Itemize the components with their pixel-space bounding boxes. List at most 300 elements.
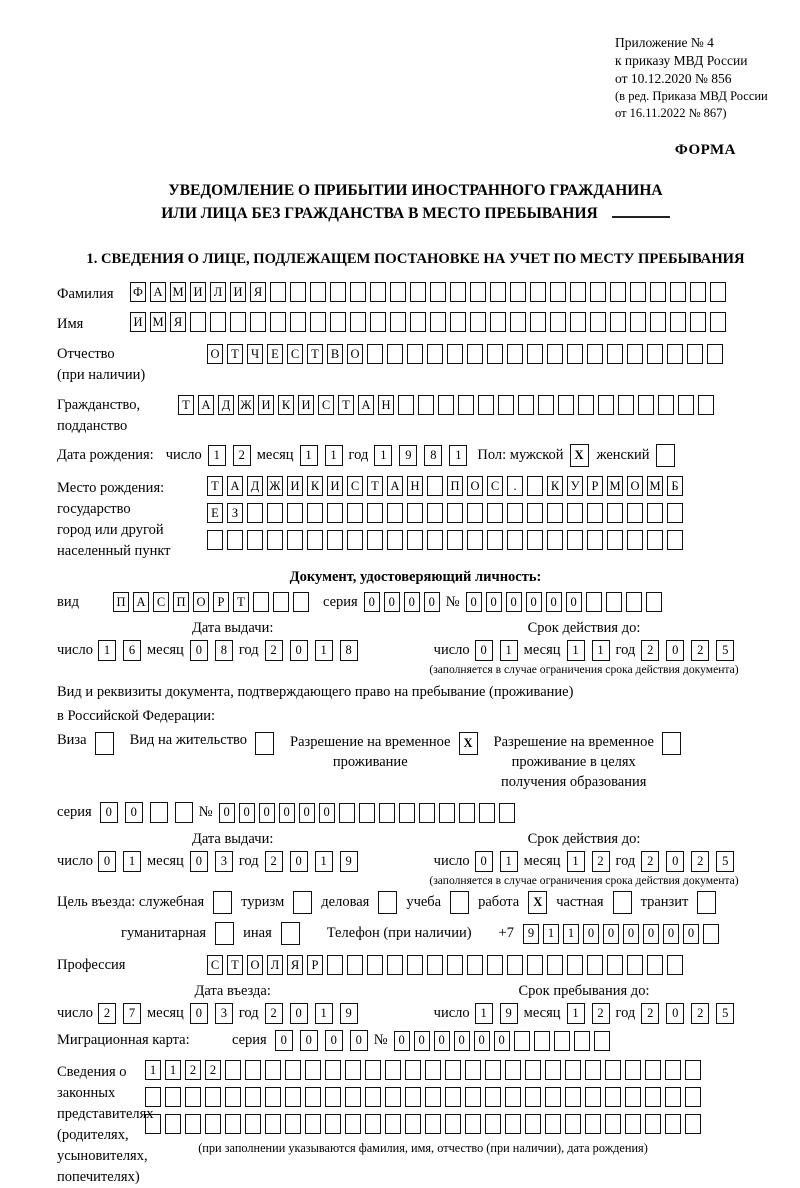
form-cell: 2: [592, 1003, 610, 1024]
issue-month-field[interactable]: [190, 851, 233, 872]
form-cell: [606, 592, 622, 612]
form-cell: И: [230, 282, 246, 302]
form-cell: 0: [486, 592, 502, 612]
form-cell: [667, 344, 683, 364]
phone-prefix: +7: [498, 925, 514, 941]
form-cell: [613, 891, 632, 914]
form-cell: [607, 955, 623, 975]
valid-date-note: (заполняется в случае ограничения срока действия документа): [429, 663, 739, 676]
form-cell: [527, 344, 543, 364]
month-label: месяц: [523, 642, 561, 658]
form-cell: [487, 344, 503, 364]
section1-heading: 1. СВЕДЕНИЯ О ЛИЦЕ, ПОДЛЕЖАЩЕМ ПОСТАНОВКЕ НА УЧЕТ ПО МЕСТУ ПРЕБЫВАНИЯ: [86, 251, 745, 267]
form-cell: [585, 1087, 601, 1107]
form-cell: [607, 344, 623, 364]
form-cell: [534, 1031, 550, 1051]
doc-type-field[interactable]: [113, 592, 309, 612]
residence-doc-dates: [57, 831, 774, 887]
form-cell: 0: [384, 592, 400, 612]
form-cell: 0: [603, 924, 619, 944]
form-cell: [425, 1114, 441, 1134]
form-cell: [567, 530, 583, 550]
form-cell: [658, 395, 674, 415]
form-cell: Е: [207, 503, 223, 523]
form-cell: 1: [315, 851, 333, 872]
form-cell: [578, 395, 594, 415]
form-cell: К: [547, 476, 563, 496]
form-cell: 2: [265, 1003, 283, 1024]
form-cell: [585, 1114, 601, 1134]
form-cell: [499, 803, 515, 823]
form-title: [57, 179, 774, 225]
form-cell: 2: [691, 851, 709, 872]
form-cell: [710, 282, 726, 302]
form-cell: 1: [500, 851, 518, 872]
purpose-option-label: гуманитарная: [121, 925, 207, 941]
form-cell: [225, 1060, 241, 1080]
form-cell: [687, 344, 703, 364]
form-cell: [430, 312, 446, 332]
residence-number-field[interactable]: [219, 803, 515, 823]
form-cell: [478, 395, 494, 415]
form-cell: 1: [449, 445, 467, 466]
doc-type-label: вид: [57, 593, 79, 610]
form-cell: [293, 592, 309, 612]
visa-label: Виза: [57, 732, 87, 748]
valid-day-field[interactable]: [475, 851, 518, 872]
form-cell: [498, 395, 514, 415]
form-cell: [470, 312, 486, 332]
purpose-work-checkbox[interactable]: [528, 891, 547, 914]
form-cell: 0: [683, 924, 699, 944]
title-blank-line: [612, 202, 670, 218]
form-cell: [479, 803, 495, 823]
form-cell: 0: [319, 803, 335, 823]
form-cell: 0: [98, 851, 116, 872]
temp-residence-edu-checkbox[interactable]: [662, 732, 681, 755]
form-cell: А: [133, 592, 149, 612]
stay-month-field[interactable]: [567, 1003, 610, 1024]
form-cell: Е: [267, 344, 283, 364]
doc-number-field[interactable]: [466, 592, 662, 612]
form-cell: [507, 344, 523, 364]
form-cell: 0: [300, 1030, 318, 1051]
form-cell: 1: [300, 445, 318, 466]
given-name-field[interactable]: [130, 312, 726, 332]
citizenship-field[interactable]: [178, 395, 714, 415]
form-cell: 9: [340, 1003, 358, 1024]
form-cell: [567, 344, 583, 364]
form-cell: 0: [566, 592, 582, 612]
form-cell: Б: [667, 476, 683, 496]
issue-date-heading: Дата выдачи:: [191, 620, 274, 636]
birth-place-line3[interactable]: [207, 530, 683, 550]
form-cell: 7: [123, 1003, 141, 1024]
form-cell: И: [327, 476, 343, 496]
form-cell: [485, 1060, 501, 1080]
form-cell: [367, 955, 383, 975]
form-cell: 2: [691, 640, 709, 661]
form-cell: Т: [307, 344, 323, 364]
form-cell: 2: [641, 1003, 659, 1024]
purpose-option-label: транзит: [640, 894, 689, 910]
form-cell: X: [570, 444, 589, 467]
valid-date-heading: Срок действия до:: [527, 831, 641, 847]
gender-male-checkbox[interactable]: [570, 444, 589, 467]
representatives-line2[interactable]: [145, 1087, 701, 1107]
form-cell: И: [130, 312, 146, 332]
form-cell: X: [528, 891, 547, 914]
form-cell: [707, 344, 723, 364]
purpose-official-checkbox[interactable]: [213, 891, 232, 914]
form-cell: [265, 1114, 281, 1134]
form-cell: [587, 955, 603, 975]
form-cell: С: [153, 592, 169, 612]
purpose-other-checkbox[interactable]: [281, 922, 300, 945]
form-cell: Т: [338, 395, 354, 415]
form-cell: [627, 530, 643, 550]
stay-day-field[interactable]: [475, 1003, 518, 1024]
birth-place-line2[interactable]: [207, 503, 683, 523]
number-label: №: [373, 1032, 388, 1048]
valid-month-field[interactable]: [567, 640, 610, 661]
residence-series-field[interactable]: [100, 802, 193, 823]
year-label: год: [348, 447, 369, 463]
doc-number-label: №: [445, 593, 460, 610]
purpose-study-checkbox[interactable]: [450, 891, 469, 914]
phone-field[interactable]: [523, 924, 719, 944]
representatives-line1[interactable]: [145, 1060, 701, 1080]
stay-date-heading: Срок пребывания до:: [518, 983, 650, 999]
purpose-business-checkbox[interactable]: [378, 891, 397, 914]
form-cell: 2: [641, 851, 659, 872]
identity-doc-row: [57, 592, 774, 612]
form-cell: [487, 530, 503, 550]
form-cell: [605, 1087, 621, 1107]
form-cell: [607, 503, 623, 523]
form-cell: 1: [592, 640, 610, 661]
form-cell: 0: [666, 851, 684, 872]
form-cell: [465, 1114, 481, 1134]
migration-series-field[interactable]: [275, 1030, 368, 1051]
form-cell: 0: [190, 851, 208, 872]
form-cell: [230, 312, 246, 332]
form-cell: [467, 344, 483, 364]
appendix-line: к приказу МВД России: [615, 53, 748, 68]
form-cell: 1: [123, 851, 141, 872]
form-cell: [245, 1060, 261, 1080]
form-cell: [387, 955, 403, 975]
form-cell: [554, 1031, 570, 1051]
form-cell: 0: [434, 1031, 450, 1051]
form-cell: [175, 802, 193, 823]
form-cell: П: [113, 592, 129, 612]
form-cell: [530, 282, 546, 302]
form-cell: [370, 282, 386, 302]
form-cell: [647, 530, 663, 550]
form-cell: 0: [259, 803, 275, 823]
form-cell: [685, 1087, 701, 1107]
entry-year-field[interactable]: [265, 1003, 358, 1024]
form-cell: [210, 312, 226, 332]
form-cell: [662, 732, 681, 755]
form-cell: [567, 955, 583, 975]
form-cell: [365, 1060, 381, 1080]
form-cell: [547, 530, 563, 550]
form-cell: 0: [275, 1030, 293, 1051]
form-cell: [290, 282, 306, 302]
form-cell: [525, 1060, 541, 1080]
temp-residence-label: Разрешение на временное проживание: [290, 734, 451, 770]
form-cell: 0: [100, 802, 118, 823]
form-cell: [667, 503, 683, 523]
form-cell: 0: [494, 1031, 510, 1051]
form-cell: 0: [663, 924, 679, 944]
valid-month-field[interactable]: [567, 851, 610, 872]
form-cell: С: [347, 476, 363, 496]
form-cell: Я: [287, 955, 303, 975]
form-cell: 1: [145, 1060, 161, 1080]
form-label: ФОРМА: [674, 142, 736, 158]
form-cell: З: [227, 503, 243, 523]
form-cell: [427, 530, 443, 550]
form-cell: [697, 891, 716, 914]
appendix-line: Приложение № 4: [615, 35, 714, 50]
form-cell: И: [298, 395, 314, 415]
valid-day-field[interactable]: [475, 640, 518, 661]
form-cell: 0: [546, 592, 562, 612]
form-cell: [690, 282, 706, 302]
purpose-transit-checkbox[interactable]: [697, 891, 716, 914]
title-line2: ИЛИ ЛИЦА БЕЗ ГРАЖДАНСТВА В МЕСТО ПРЕБЫВАНИЯ: [57, 202, 774, 225]
form-cell: [359, 803, 375, 823]
form-cell: [627, 503, 643, 523]
issue-day-field[interactable]: [98, 640, 141, 661]
form-cell: Т: [178, 395, 194, 415]
doc-series-field[interactable]: [364, 592, 440, 612]
form-cell: [339, 803, 355, 823]
form-cell: Т: [227, 344, 243, 364]
form-cell: [385, 1087, 401, 1107]
form-cell: [427, 955, 443, 975]
form-cell: М: [170, 282, 186, 302]
form-cell: [585, 1060, 601, 1080]
day-label: число: [165, 447, 202, 463]
purpose-private-checkbox[interactable]: [613, 891, 632, 914]
form-cell: [285, 1114, 301, 1134]
form-cell: [327, 503, 343, 523]
entry-month-field[interactable]: [190, 1003, 233, 1024]
form-cell: [245, 1087, 261, 1107]
form-cell: [367, 344, 383, 364]
form-cell: [545, 1114, 561, 1134]
form-cell: 0: [404, 592, 420, 612]
form-cell: [550, 282, 566, 302]
form-cell: [527, 955, 543, 975]
form-cell: [514, 1031, 530, 1051]
form-cell: [647, 503, 663, 523]
form-cell: 1: [567, 1003, 585, 1024]
form-cell: [150, 802, 168, 823]
representatives-note: (при заполнении указываются фамилия, имя, отчество (при наличии), дата рождения): [198, 1141, 648, 1155]
form-cell: [598, 395, 614, 415]
form-cell: [574, 1031, 590, 1051]
form-cell: 1: [475, 1003, 493, 1024]
form-cell: [447, 530, 463, 550]
title-line1: УВЕДОМЛЕНИЕ О ПРИБЫТИИ ИНОСТРАННОГО ГРАЖДАНИНА: [168, 182, 663, 199]
form-cell: [390, 282, 406, 302]
form-cell: 0: [290, 1003, 308, 1024]
form-cell: [330, 282, 346, 302]
purpose-humanitarian-checkbox[interactable]: [215, 922, 234, 945]
valid-date-heading: Срок действия до:: [527, 620, 641, 636]
form-cell: Н: [407, 476, 423, 496]
form-cell: [487, 955, 503, 975]
form-cell: [487, 503, 503, 523]
temp-residence-option: [290, 732, 477, 772]
form-cell: 0: [506, 592, 522, 612]
form-cell: [587, 503, 603, 523]
temp-residence-edu-option: [494, 732, 681, 792]
form-cell: 9: [340, 851, 358, 872]
form-cell: [505, 1087, 521, 1107]
form-cell: [485, 1087, 501, 1107]
form-cell: [327, 955, 343, 975]
profession-field[interactable]: [207, 955, 683, 975]
form-cell: [467, 530, 483, 550]
form-cell: Я: [250, 282, 266, 302]
form-cell: [427, 476, 443, 496]
gender-female-checkbox[interactable]: [656, 444, 675, 467]
temp-residence-checkbox[interactable]: [459, 732, 478, 755]
form-cell: [325, 1060, 341, 1080]
form-cell: 0: [290, 851, 308, 872]
form-cell: Д: [247, 476, 263, 496]
form-cell: [307, 503, 323, 523]
valid-year-field[interactable]: [641, 851, 734, 872]
patronymic-field[interactable]: [207, 344, 723, 364]
stay-year-field[interactable]: [641, 1003, 734, 1024]
form-cell: [565, 1087, 581, 1107]
stay-date-col: [408, 983, 759, 1024]
valid-date-note: (заполняется в случае ограничения срока действия документа): [429, 874, 739, 887]
issue-year-field[interactable]: [265, 640, 358, 661]
form-cell: [558, 395, 574, 415]
form-cell: 8: [215, 640, 233, 661]
form-cell: [293, 891, 312, 914]
form-cell: [627, 344, 643, 364]
temp-residence-edu-label: Разрешение на временное проживание в целях получения образования: [493, 734, 654, 790]
form-cell: [367, 503, 383, 523]
form-cell: [545, 1087, 561, 1107]
form-cell: [656, 444, 675, 467]
form-cell: К: [278, 395, 294, 415]
form-cell: М: [150, 312, 166, 332]
form-cell: И: [287, 476, 303, 496]
form-cell: Я: [170, 312, 186, 332]
birth-year-field[interactable]: [374, 445, 467, 466]
form-cell: Р: [213, 592, 229, 612]
form-cell: [630, 282, 646, 302]
purpose-option-label: туризм: [241, 894, 285, 910]
visa-checkbox[interactable]: [95, 732, 114, 755]
form-cell: [398, 395, 414, 415]
form-cell: 0: [279, 803, 295, 823]
form-cell: О: [347, 344, 363, 364]
residence-permit-label: Вид на жительство: [129, 732, 248, 748]
form-cell: [399, 803, 415, 823]
issue-month-field[interactable]: [190, 640, 233, 661]
form-cell: И: [258, 395, 274, 415]
form-cell: 2: [205, 1060, 221, 1080]
form-cell: [459, 803, 475, 823]
form-cell: [685, 1060, 701, 1080]
entry-day-field[interactable]: [98, 1003, 141, 1024]
form-cell: [385, 1060, 401, 1080]
form-cell: [670, 312, 686, 332]
form-cell: [467, 955, 483, 975]
birth-place-fields: [207, 476, 683, 557]
form-cell: [545, 1060, 561, 1080]
gender-female-label: женский: [596, 447, 650, 463]
form-cell: О: [207, 344, 223, 364]
form-cell: [527, 503, 543, 523]
form-cell: [458, 395, 474, 415]
birth-place-line1[interactable]: [207, 476, 683, 496]
form-cell: С: [207, 955, 223, 975]
month-label: месяц: [146, 1005, 184, 1021]
form-cell: [627, 955, 643, 975]
birth-month-field[interactable]: [300, 445, 343, 466]
form-cell: [205, 1087, 221, 1107]
form-cell: Т: [207, 476, 223, 496]
issue-day-field[interactable]: [98, 851, 141, 872]
form-cell: 8: [340, 640, 358, 661]
form-cell: [407, 344, 423, 364]
issue-date-col: [57, 831, 408, 887]
form-cell: 8: [424, 445, 442, 466]
form-cell: 1: [98, 640, 116, 661]
day-label: число: [57, 1005, 93, 1021]
form-cell: [565, 1114, 581, 1134]
form-cell: [325, 1114, 341, 1134]
series-label: серия: [232, 1032, 267, 1048]
form-cell: [678, 395, 694, 415]
form-cell: [305, 1087, 321, 1107]
issue-year-field[interactable]: [265, 851, 358, 872]
purpose-tourism-checkbox[interactable]: [293, 891, 312, 914]
birth-day-field[interactable]: [208, 445, 251, 466]
migration-number-field[interactable]: [394, 1031, 610, 1051]
form-cell: [547, 344, 563, 364]
representatives-line3[interactable]: [145, 1114, 701, 1134]
form-cell: [625, 1060, 641, 1080]
residence-permit-checkbox[interactable]: [255, 732, 274, 755]
form-cell: 0: [526, 592, 542, 612]
form-cell: [207, 530, 223, 550]
form-cell: 0: [219, 803, 235, 823]
form-cell: [367, 530, 383, 550]
form-cell: [267, 503, 283, 523]
form-cell: 9: [399, 445, 417, 466]
form-cell: [310, 312, 326, 332]
month-label: месяц: [256, 447, 294, 463]
form-cell: М: [647, 476, 663, 496]
year-label: год: [238, 1005, 259, 1021]
valid-year-field[interactable]: [641, 640, 734, 661]
surname-field[interactable]: [130, 282, 726, 302]
form-cell: [270, 282, 286, 302]
